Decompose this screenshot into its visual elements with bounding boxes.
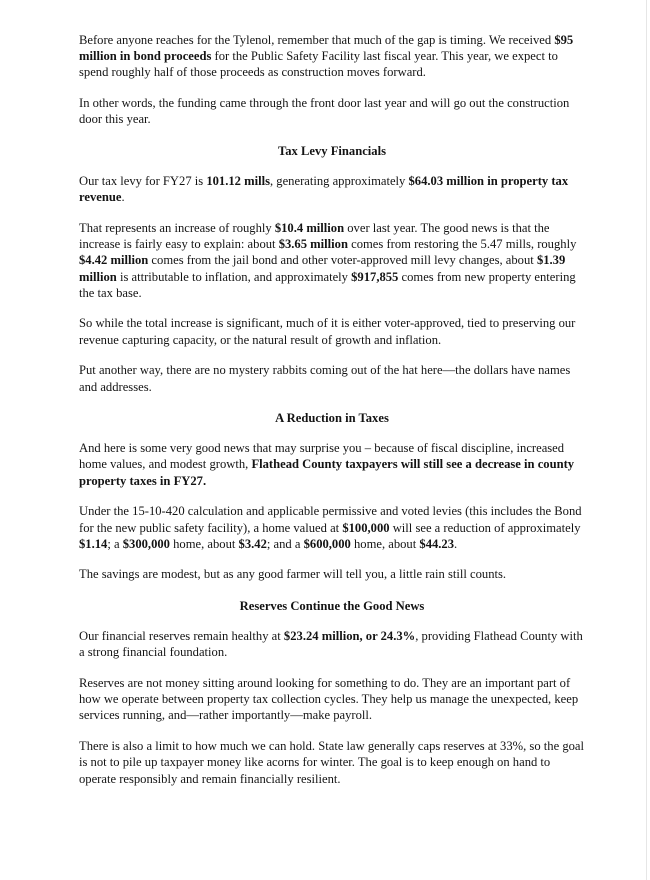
paragraph-reserves-cap: There is also a limit to how much we can hold. State law generally caps reserves at 33%, so the goal is not to pile up taxpayer money like acorns for winter. The goal is to keep enough on hand to operate responsibly and remain financially resilient. xyxy=(79,739,584,786)
document-body xyxy=(79,32,585,787)
heading-reserves: Reserves Continue the Good News xyxy=(239,599,425,614)
paragraph-reserves-healthy: Our financial reserves remain healthy at $23.24 million, or 24.3%, providing Flathead County with a strong financial foundation. xyxy=(79,629,583,660)
paragraph-mystery-rabbits: Put another way, there are no mystery rabbits coming out of the hat here—the dollars have names and addresses. xyxy=(79,363,571,394)
paragraph-little-rain: The savings are modest, but as any good farmer will tell you, a little rain still counts. xyxy=(79,567,507,582)
paragraph-home-savings: Under the 15-10-420 calculation and applicable permissive and voted levies (this includes the Bond for the new public safety facility), a home valued at $100,000 will see a reduction of approximately $1.14; a $300,000 home, about $3.42; and a $600,000 home, about $44.23. xyxy=(79,504,582,551)
paragraph-levy-increase: That represents an increase of roughly $10.4 million over last year. The good news is that the increase is fairly easy to explain: about $3.65 million comes from restoring the 5.47 mills, roughly $4.42 million comes from the jail bond and other voter-approved mill levy changes, about $1.39 million is attributable to inflation, and approximately $917,855 comes from new property entering the tax base. xyxy=(79,220,577,300)
heading-reduction-in-taxes: A Reduction in Taxes xyxy=(275,411,389,426)
paragraph-reserves-purpose: Reserves are not money sitting around looking for something to do. They are an important part of how we operate between property tax collection cycles. They help us manage the unexpected, keep services running, and—rather importantly—make payroll. xyxy=(79,676,579,723)
paragraph-bond-timing: Before anyone reaches for the Tylenol, remember that much of the gap is timing. We received $95 million in bond proceeds for the Public Safety Facility last fiscal year. This year, we expect to spend roughly half of those proceeds as construction moves forward. xyxy=(79,33,574,80)
paragraph-front-door: In other words, the funding came through the front door last year and will go out the construction door this year. xyxy=(79,96,570,127)
paragraph-good-news: And here is some very good news that may surprise you – because of fiscal discipline, increased home values, and modest growth, Flathead County taxpayers will still see a decrease in county property taxes in FY27. xyxy=(79,441,575,488)
heading-tax-levy-financials: Tax Levy Financials xyxy=(278,144,386,159)
scan-edge-line xyxy=(646,0,647,880)
paragraph-tax-levy: Our tax levy for FY27 is 101.12 mills, generating approximately $64.03 million in property tax revenue. xyxy=(79,174,569,205)
paragraph-increase-sources: So while the total increase is significant, much of it is either voter-approved, tied to preserving our revenue capturing capacity, or the natural result of growth and inflation. xyxy=(79,316,576,347)
